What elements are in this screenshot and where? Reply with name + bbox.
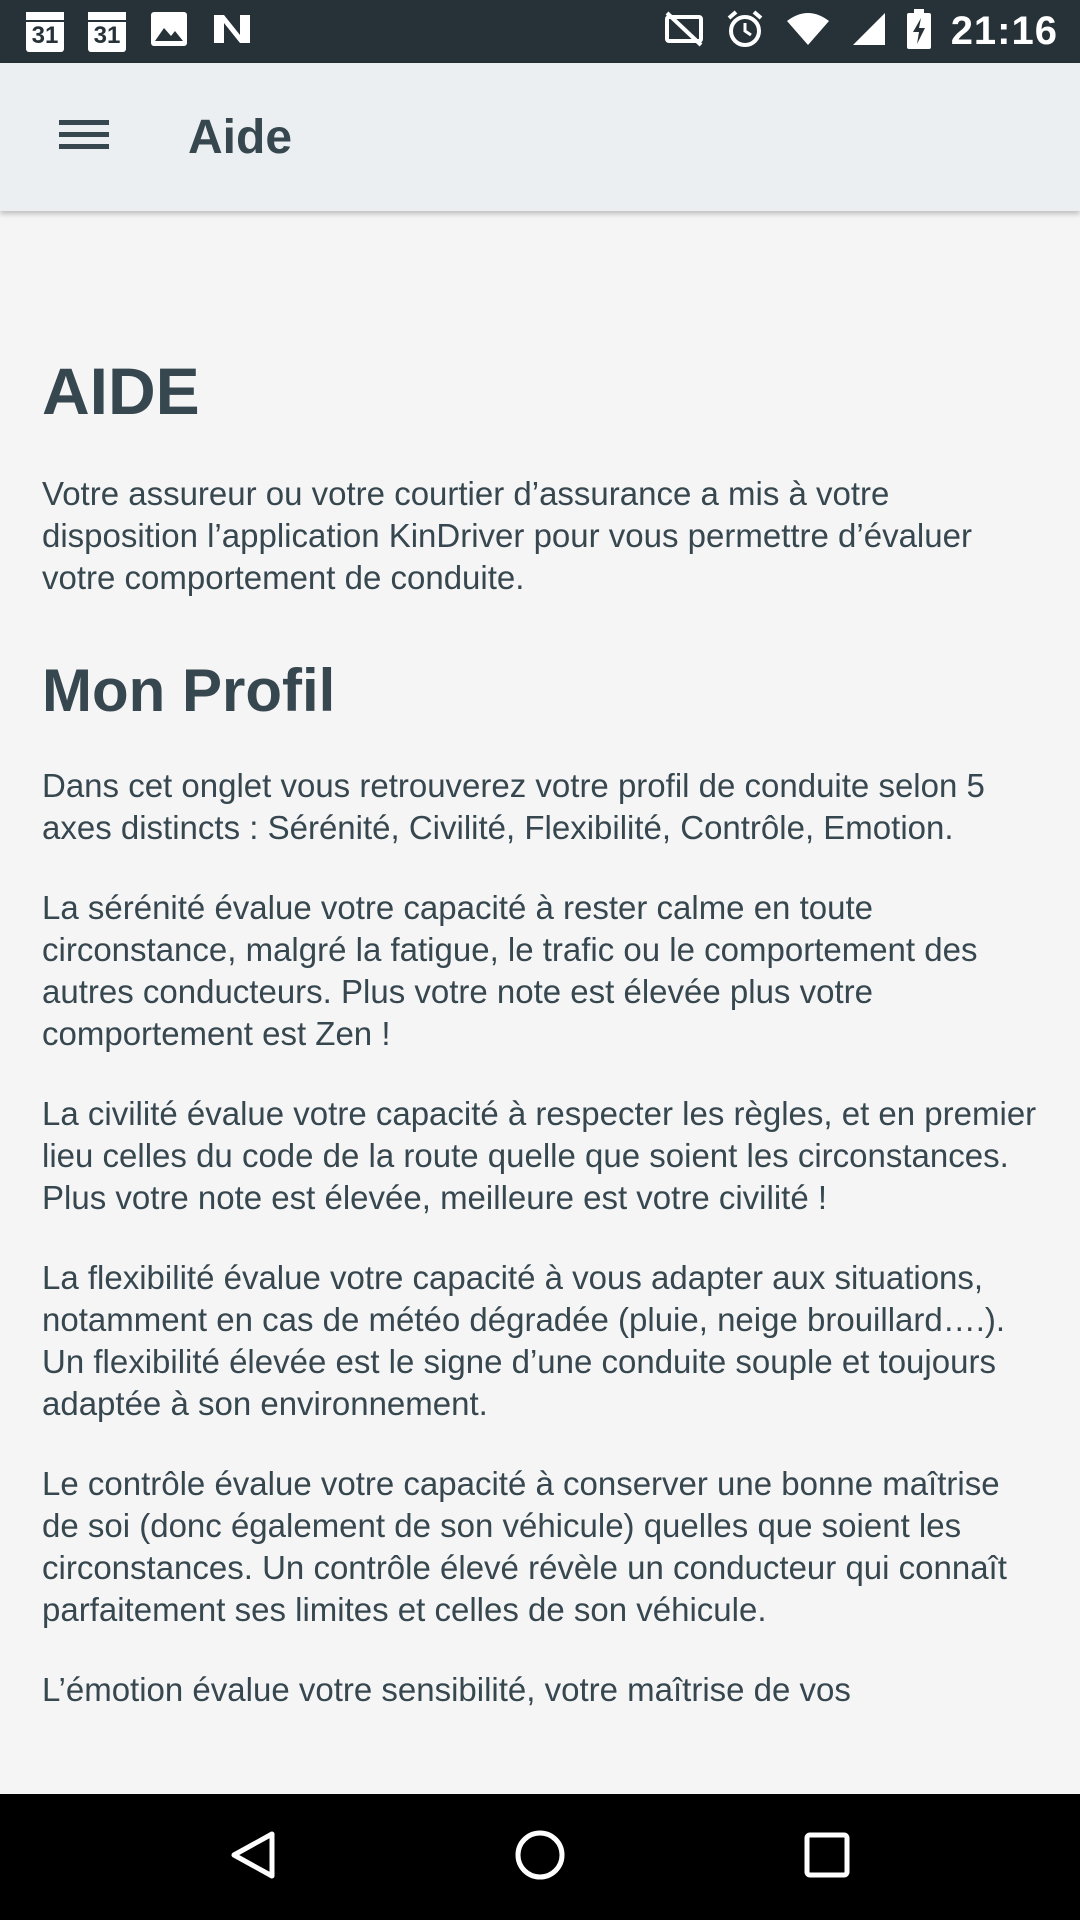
wifi-icon [785,11,831,52]
back-button[interactable] [193,1807,313,1907]
home-button[interactable] [480,1807,600,1907]
calendar-icon: 31 [26,12,64,52]
clock: 21:16 [950,9,1058,53]
paragraph-serenity: La sérénité évalue votre capacité à rester calme en toute circonstance, malgré la fatigue, le trafic ou le comportement des autres conducteurs. Plus votre note est élevée plus votre comportement est Zen ! [42,889,978,1052]
help-heading: AIDE [42,354,200,428]
paragraph-axes: Dans cet onglet vous retrouverez votre profil de conduite selon 5 axes distincts : Sérénité, Civilité, Flexibilité, Contrôle, Emotion. [42,767,985,846]
paragraph-control: Le contrôle évalue votre capacité à conserver une bonne maîtrise de soi (donc également de son véhicule) quelles que soient les circonstances. Un contrôle élevé révèle un conducteur qui connaît parfaitement ses limites et celles de son véhicule. [42,1465,1007,1628]
app-bar [0,63,1080,211]
navigation-bar [0,1794,1080,1920]
status-bar [0,0,1080,63]
help-content[interactable] [0,211,1080,1794]
notification-icons [26,11,252,52]
paragraph-civility: La civilité évalue votre capacité à respecter les règles, et en premier lieu celles du code de la route quelle que soient les circonstances. Plus votre note est élevée, meilleure est votre civilité ! [42,1095,1037,1216]
back-icon [230,1830,276,1885]
signal-icon [851,11,887,52]
alarm-icon [725,9,765,54]
section-title-profile: Mon Profil [42,657,336,724]
paragraph-flexibility: La flexibilité évalue votre capacité à vous adapter aux situations, notamment en cas de météo dégradée (pluie, neige brouillard….). Un flexibilité élevée est le signe d’une conduite souple et toujours adaptée à son environnement. [42,1259,1006,1422]
n-app-icon [212,11,252,52]
home-icon [514,1829,566,1886]
page-title: Aide [188,110,293,164]
no-sim-icon [663,9,705,54]
calendar-icon: 31 [88,12,126,52]
menu-button[interactable] [24,77,144,197]
battery-charging-icon [907,9,931,54]
recents-button[interactable] [767,1807,887,1907]
paragraph-emotion: L’émotion évalue votre sensibilité, votre maîtrise de vos [42,1671,851,1708]
hamburger-menu-icon [59,117,109,158]
intro-paragraph: Votre assureur ou votre courtier d’assurance a mis à votre disposition l’application KinDriver pour vous permettre d’évaluer votre comportement de conduite. [42,475,972,596]
system-icons [663,9,1058,54]
image-icon [150,11,188,52]
recents-icon [804,1832,850,1883]
